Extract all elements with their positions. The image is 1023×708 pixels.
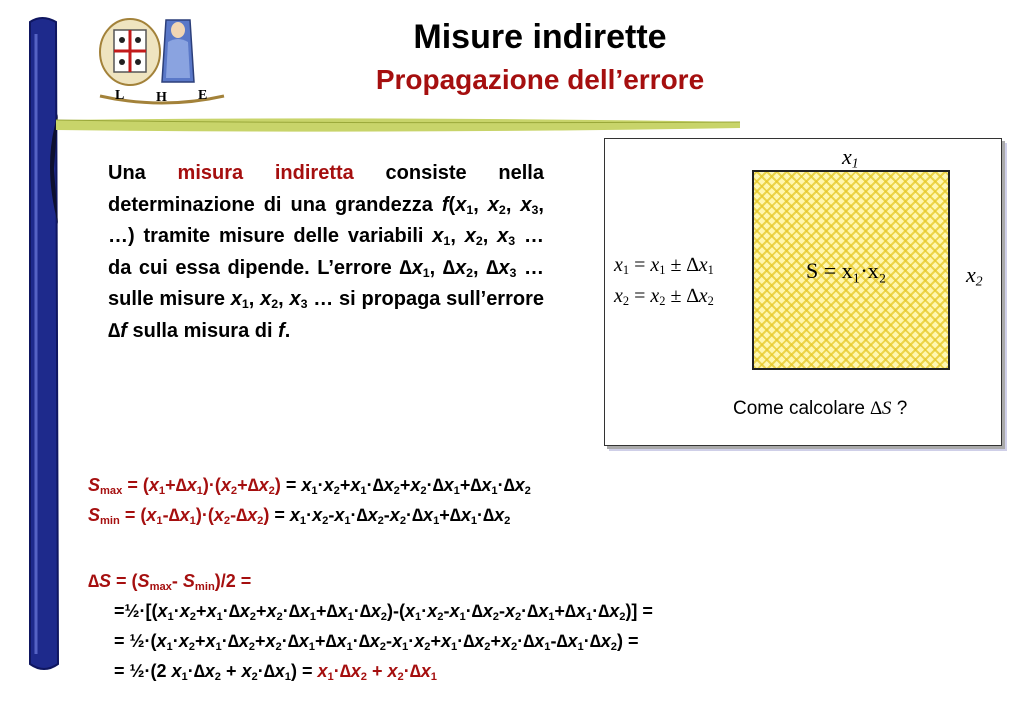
header-divider-band [0, 112, 1023, 138]
question-caption: Come calcolare ∆S ? [733, 398, 908, 419]
x2-side-label: $x_2$ [966, 262, 983, 289]
x2-error-formula: $x_2 = x_2 \pm \Delta x_2$ [614, 285, 714, 309]
page-title: Misure indirette [413, 18, 667, 56]
crest-letter-h: H [156, 90, 167, 105]
page-subtitle: Propagazione dell’errore [375, 64, 705, 95]
x1-side-label: $x_1$ [842, 144, 859, 171]
highlight-misura-indiretta: misura indiretta [177, 162, 354, 184]
equation-smax: $S_{max} = (x_1+\Delta x_1)\cdot(x_2+\Delta x_2) = x_1\cdot x_2+x_1\cdot\Delta x_2+x_2\cdot\Delta x_1+\Delta x_1\cdot\Delta x_2$ [88, 475, 531, 497]
equation-step-1: $=\frac{1}{2}\cdot[(x_1\cdot x_2+x_1\cdot\Delta x_2+x_2\cdot\Delta x_1+\Delta x_1\cdot\Delta x_2)-(x_1\cdot x_2-x_1\cdot\Delta x_2-x_2\cdot\Delta x_1+\Delta x_1\cdot\Delta x_2)]$ = [114, 601, 653, 623]
equation-smin: $S_{min} = (x_1-\Delta x_1)\cdot(x_2-\Delta x_2) = x_1\cdot x_2-x_1\cdot\Delta x_2-x_2\cdot\Delta x_1+\Delta x_1\cdot\Delta x_2$ [88, 505, 511, 527]
x1-error-formula: $x_1 = x_1 \pm \Delta x_1$ [614, 254, 714, 278]
equation-step-3: = ½·(2 $x_1\cdot\Delta x_2 + x_2\cdot\Delta x_1) = x_1\cdot\Delta x_2 + x_2\cdot\Delta x_1$ [114, 661, 438, 683]
crest-letter-l: L [115, 88, 125, 103]
intro-paragraph: Una misura indiretta consiste nella determinazione di una grandezza $f(x_1$, $x_2$, $x_3$, …) tramite misure delle variabili $x_1$, $x_2$, $x_3$ … da cui essa dipende. L’errore $\Delta x_1$, $\Delta x_2$, $\Delta x_3$ … sulle misure $x_1$, $x_2$, $x_3$ … si propaga sull’errore ∆f sulla misura di f. [108, 162, 544, 342]
equation-step-2: = $\frac{1}{2}\cdot(x_1\cdot x_2+x_1\cdot\Delta x_2+x_2\cdot\Delta x_1+\Delta x_1\cdot\Delta x_2-x_1\cdot x_2+x_1\cdot\Delta x_2+x_2\cdot\Delta x_1-\Delta x_1\cdot\Delta x_2)$ = [114, 631, 639, 653]
crest-letter-e: E [198, 88, 208, 103]
equation-delta-s: $\Delta S = (S_{max}-$ $S_{min})/2$ = [88, 571, 252, 593]
area-formula: S = x₁·x₂ [806, 258, 887, 283]
